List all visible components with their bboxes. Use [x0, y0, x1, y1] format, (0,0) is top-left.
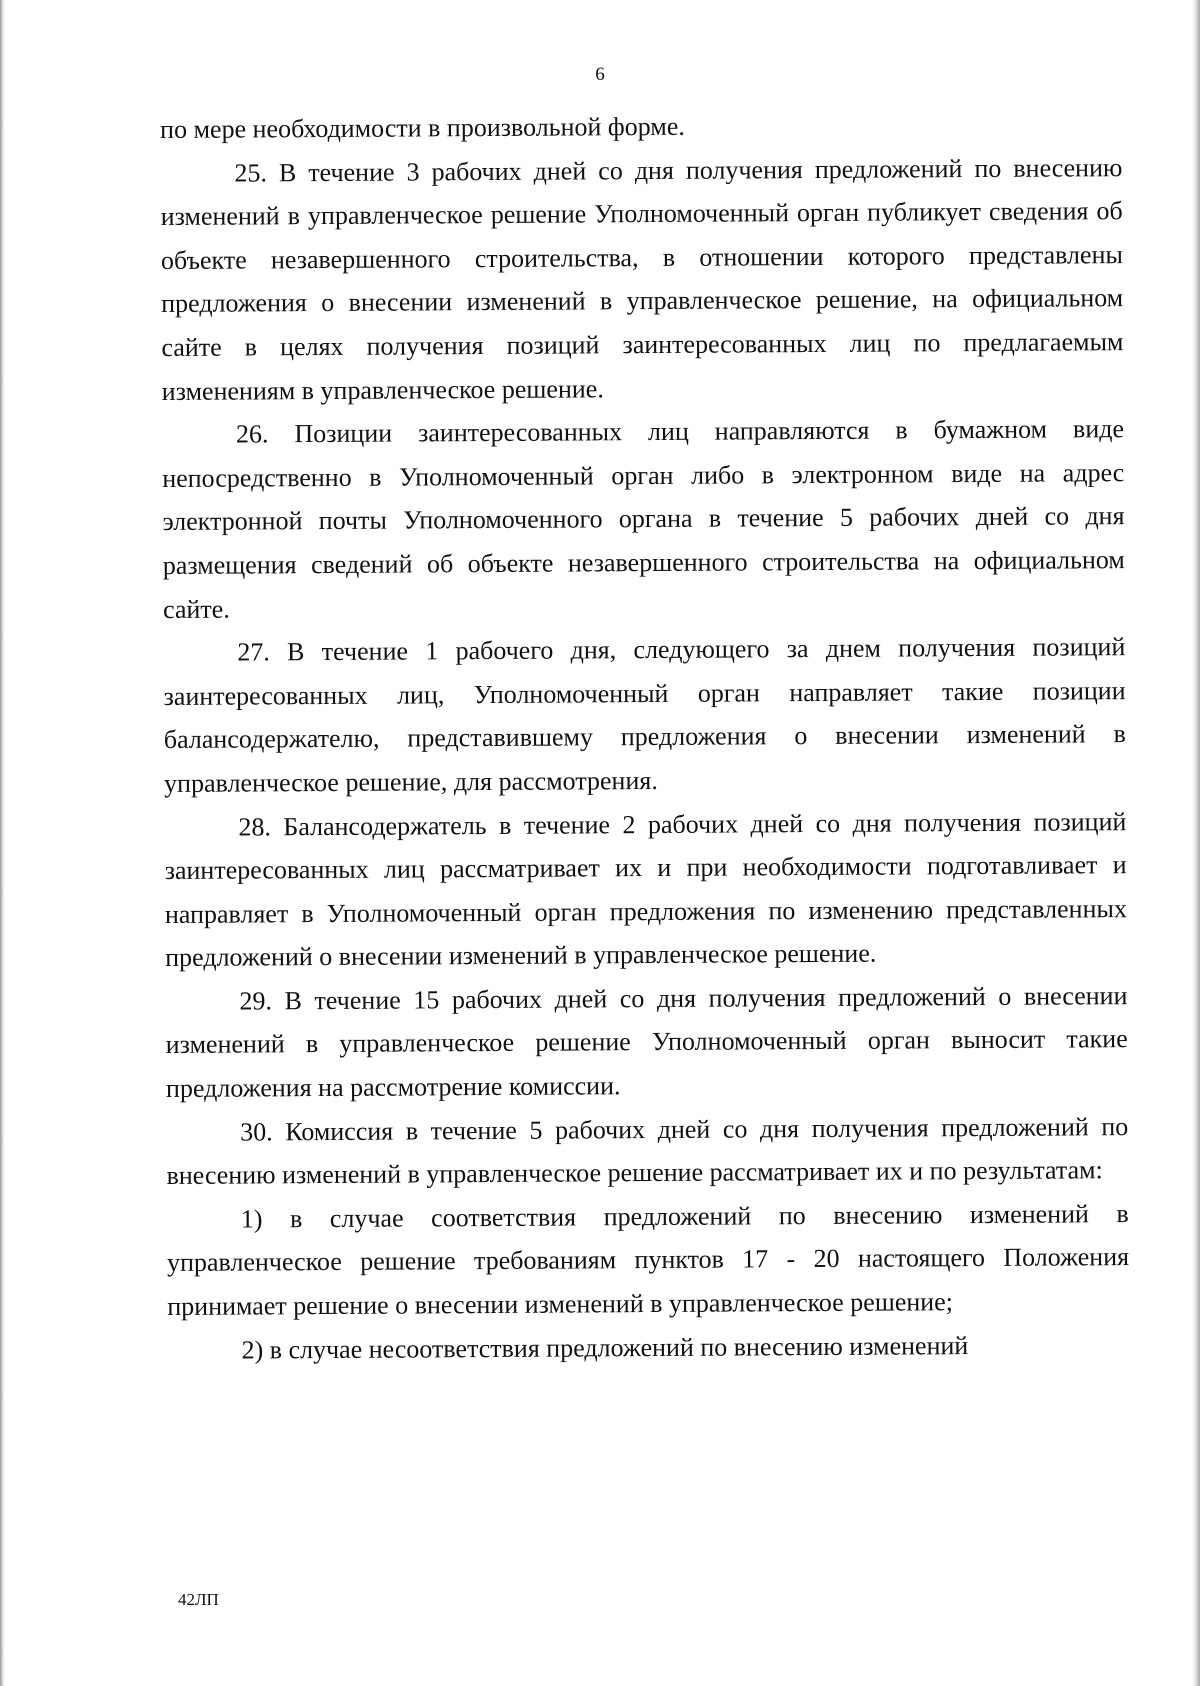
paragraph-25: 25. В течение 3 рабочих дней со дня получения предложений по внесению изменений в управленческое решение Уполномоченный орган публикует сведения об объекте незавершенного строительства, в отношении которого представлены предложения о внесении изменений в управленческое решение, на официальном сайте в целях получения позиций заинтересованных лиц по предлагаемым изменениям в управленческое решение.: [160, 152, 1124, 406]
document-code: 42ЛП: [178, 1590, 219, 1609]
paragraph-26: 26. Позиции заинтересованных лиц направляются в бумажном виде непосредственно в Уполномоченный орган либо в электронном виде на адрес электронной почты Уполномоченного органа в течение 5 рабочих дней со дня размещения сведений об объекте незавершенного строительства на официальном сайте.: [162, 414, 1125, 624]
page-number: 6: [595, 64, 605, 85]
paragraph-30-item-2: 2) в случае несоответствия предложений по внесению изменений: [241, 1330, 969, 1365]
paragraph-28: 28. Балансодержатель в течение 2 рабочих дней со дня получения позиций заинтересованных лиц рассматривает их и при необходимости подготавливает и направляет в Уполномоченный орган предложения по изменению представленных предложений о внесении изменений в управленческое решение.: [164, 806, 1127, 973]
scan-edge-left: [0, 0, 5, 1686]
document-body: [160, 102, 1130, 1372]
paragraph-30: 30. Комиссия в течение 5 рабочих дней со дня получения предложений по внесению изменений в управленческое решение рассматривает их и по результатам:: [166, 1111, 1129, 1191]
paragraph-27: 27. В течение 1 рабочего дня, следующего за днем получения позиций заинтересованных лиц, Уполномоченный орган направляет такие позиции балансодержателю, представившему предложения о внесении изменений в управленческое решение, для рассмотрения.: [163, 632, 1126, 798]
paragraph-30-item-1: 1) в случае соответствия предложений по внесению изменений в управленческое решение требованиям пунктов 17 - 20 настоящего Положения принимает решение о внесении изменений в управленческое решение;: [166, 1198, 1130, 1322]
scan-edge-right: [1192, 0, 1200, 1686]
paragraph-29: 29. В течение 15 рабочих дней со дня получения предложений о внесении изменений в управленческое решение Уполномоченный орган выносит такие предложения на рассмотрение комиссии.: [165, 980, 1128, 1104]
paragraph-continuation: по мере необходимости в произвольной форме.: [160, 111, 685, 144]
